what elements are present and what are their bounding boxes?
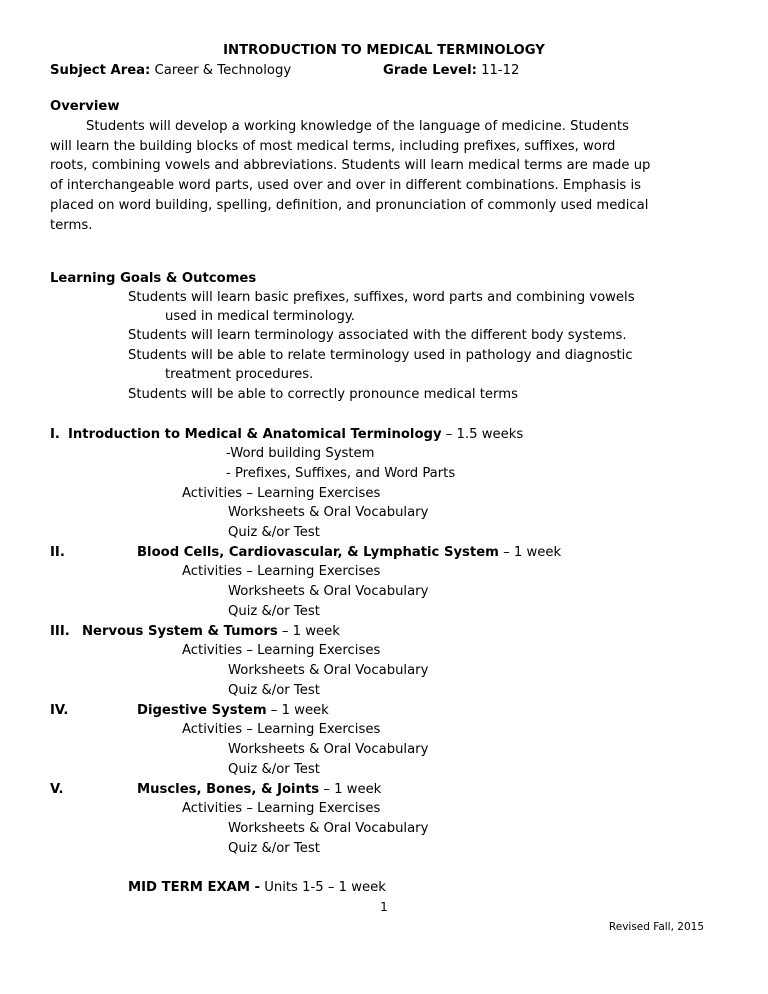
- unit-heading: Muscles, Bones, & Joints – 1 week: [137, 782, 382, 797]
- unit-number: IV.: [50, 703, 69, 718]
- subject-area: Subject Area: Career & Technology: [50, 63, 292, 78]
- goal-item: treatment procedures.: [165, 367, 314, 382]
- goal-item: used in medical terminology.: [165, 309, 355, 324]
- unit-number: III.: [50, 624, 70, 639]
- overview-line: placed on word building, spelling, definition, and pronunciation of commonly used medical: [50, 198, 649, 213]
- quiz-item: Quiz &/or Test: [228, 604, 320, 619]
- quiz-item: Quiz &/or Test: [228, 525, 320, 540]
- activities-label: Activities – Learning Exercises: [182, 486, 381, 501]
- unit-number: II.: [50, 545, 65, 560]
- quiz-item: Quiz &/or Test: [228, 841, 320, 856]
- quiz-item: Quiz &/or Test: [228, 683, 320, 698]
- unit-heading: Nervous System & Tumors – 1 week: [82, 624, 340, 639]
- unit-number: V.: [50, 782, 64, 797]
- worksheets-item: Worksheets & Oral Vocabulary: [228, 663, 429, 678]
- overview-heading: Overview: [50, 99, 120, 114]
- overview-line: roots, combining vowels and abbreviations. Students will learn medical terms are made up: [50, 158, 651, 173]
- worksheets-item: Worksheets & Oral Vocabulary: [228, 742, 429, 757]
- unit-heading: Digestive System – 1 week: [137, 703, 329, 718]
- worksheets-item: Worksheets & Oral Vocabulary: [228, 505, 429, 520]
- page-title: INTRODUCTION TO MEDICAL TERMINOLOGY: [223, 43, 545, 58]
- overview-line: terms.: [50, 218, 93, 233]
- unit-heading: Blood Cells, Cardiovascular, & Lymphatic System – 1 week: [137, 545, 562, 560]
- overview-line: Students will develop a working knowledge of the language of medicine. Students: [86, 119, 629, 134]
- overview-line: will learn the building blocks of most medical terms, including prefixes, suffixes, word: [50, 139, 616, 154]
- revised-date: Revised Fall, 2015: [608, 921, 704, 933]
- unit-subtopic: -Word building System: [226, 446, 375, 461]
- goal-item: Students will learn basic prefixes, suffixes, word parts and combining vowels: [128, 290, 635, 305]
- quiz-item: Quiz &/or Test: [228, 762, 320, 777]
- unit-number: I.: [50, 427, 60, 442]
- page-number: 1: [380, 900, 388, 914]
- overview-line: of interchangeable word parts, used over and over in different combinations. Emphasis is: [50, 178, 641, 193]
- worksheets-item: Worksheets & Oral Vocabulary: [228, 821, 429, 836]
- goal-item: Students will be able to relate terminology used in pathology and diagnostic: [128, 348, 633, 363]
- unit-subtopic: - Prefixes, Suffixes, and Word Parts: [226, 466, 456, 481]
- unit-heading: Introduction to Medical & Anatomical Terminology – 1.5 weeks: [68, 427, 524, 442]
- worksheets-item: Worksheets & Oral Vocabulary: [228, 584, 429, 599]
- midterm-exam: MID TERM EXAM - Units 1-5 – 1 week: [128, 880, 386, 895]
- goal-item: Students will be able to correctly pronounce medical terms: [128, 387, 518, 402]
- activities-label: Activities – Learning Exercises: [182, 564, 381, 579]
- activities-label: Activities – Learning Exercises: [182, 643, 381, 658]
- activities-label: Activities – Learning Exercises: [182, 801, 381, 816]
- goals-heading: Learning Goals & Outcomes: [50, 271, 257, 286]
- grade-level: Grade Level: 11-12: [383, 63, 520, 78]
- goal-item: Students will learn terminology associated with the different body systems.: [128, 328, 627, 343]
- activities-label: Activities – Learning Exercises: [182, 722, 381, 737]
